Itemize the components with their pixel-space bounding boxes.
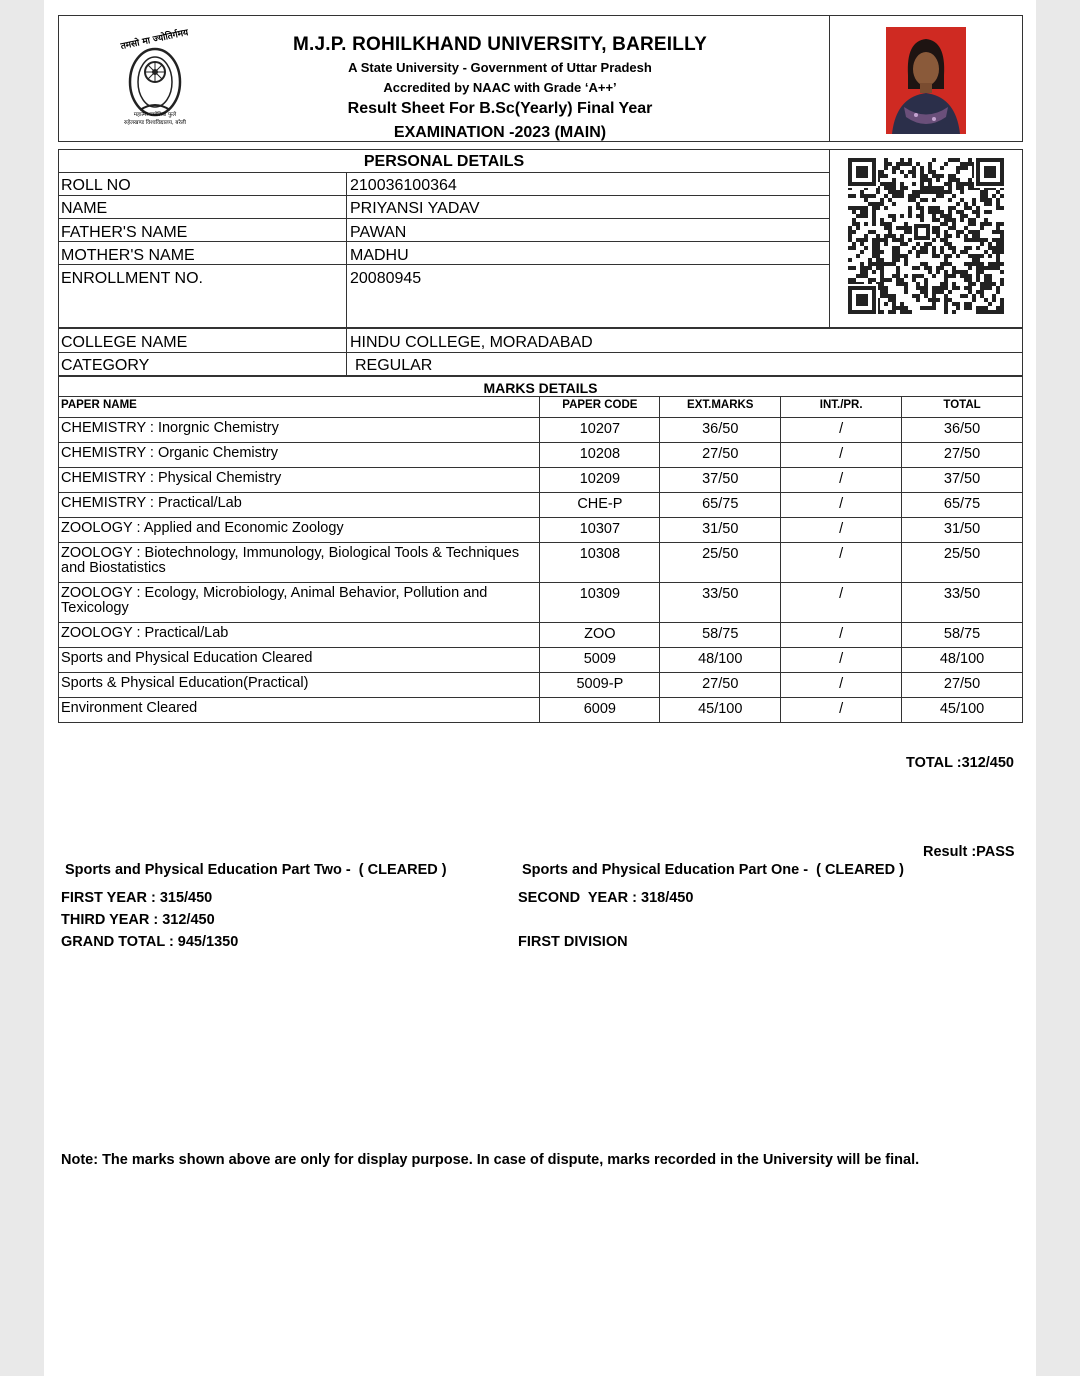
int-pr-cell: / [781, 583, 902, 623]
table-row [59, 583, 1023, 623]
result-status: Result :PASS [923, 844, 1015, 860]
int-pr-cell: / [781, 443, 902, 468]
ext-marks-cell: 65/75 [660, 493, 781, 518]
name-value: PRIYANSI YADAV [350, 200, 480, 217]
university-name: M.J.P. ROHILKHAND UNIVERSITY, BAREILLY [292, 34, 708, 55]
table-row [59, 623, 1023, 648]
roll-no-value: 210036100364 [350, 177, 457, 194]
table-row [59, 443, 1023, 468]
paper-code-cell: ZOO [540, 623, 660, 648]
ext-marks-cell: 31/50 [660, 518, 781, 543]
table-row [59, 648, 1023, 673]
total-cell: 48/100 [902, 648, 1023, 673]
col-ext-marks: EXT.MARKS [660, 397, 781, 418]
enrollment-label: ENROLLMENT NO. [61, 270, 203, 287]
paper-code-cell: 10307 [540, 518, 660, 543]
name-label: NAME [61, 200, 108, 217]
university-subtitle: A State University - Government of Uttar Pradesh [348, 60, 652, 75]
paper-name-cell: ZOOLOGY : Ecology, Microbiology, Animal Behavior, Pollution and Texicology [59, 583, 540, 623]
third-year-total: THIRD YEAR : 312/450 [61, 912, 215, 928]
paper-code-cell: 10207 [540, 418, 660, 443]
paper-name-cell: Sports & Physical Education(Practical) [59, 673, 540, 698]
int-pr-cell: / [781, 418, 902, 443]
paper-name-cell: CHEMISTRY : Organic Chemistry [59, 443, 540, 468]
paper-code-cell: 10308 [540, 543, 660, 583]
paper-code-cell: CHE-P [540, 493, 660, 518]
total-cell: 45/100 [902, 698, 1023, 723]
ext-marks-cell: 37/50 [660, 468, 781, 493]
total-cell: 37/50 [902, 468, 1023, 493]
disclaimer-note: Note: The marks shown above are only for display purpose. In case of dispute, marks recorded in the University will be final. [61, 1152, 920, 1168]
int-pr-cell: / [781, 543, 902, 583]
qr-code [848, 158, 1004, 319]
total-cell: 27/50 [902, 673, 1023, 698]
int-pr-cell: / [781, 623, 902, 648]
table-row [59, 418, 1023, 443]
int-pr-cell: / [781, 518, 902, 543]
personal-details-heading: PERSONAL DETAILS [363, 153, 525, 170]
mother-name-label: MOTHER'S NAME [61, 247, 195, 264]
col-int-pr: INT./PR. [781, 397, 902, 418]
paper-name-cell: Sports and Physical Education Cleared [59, 648, 540, 673]
paper-code-cell: 10309 [540, 583, 660, 623]
total-cell: 27/50 [902, 443, 1023, 468]
logo-top-text: तमसो मा ज्योतिर्गमय [119, 28, 190, 53]
ext-marks-cell: 33/50 [660, 583, 781, 623]
total-cell: 58/75 [902, 623, 1023, 648]
svg-text:महात्मा ज्योतिबा फुले: महात्मा ज्योतिबा फुले [133, 112, 177, 118]
paper-name-cell: Environment Cleared [59, 698, 540, 723]
total-cell: 36/50 [902, 418, 1023, 443]
table-row [59, 698, 1023, 723]
ext-marks-cell: 27/50 [660, 443, 781, 468]
marks-header-row [59, 397, 1023, 418]
int-pr-cell: / [781, 673, 902, 698]
paper-name-cell: CHEMISTRY : Inorgnic Chemistry [59, 418, 540, 443]
table-row [59, 468, 1023, 493]
paper-code-cell: 10208 [540, 443, 660, 468]
paper-name-cell: CHEMISTRY : Physical Chemistry [59, 468, 540, 493]
table-row [59, 543, 1023, 583]
sports-part-one: Sports and Physical Education Part One - ( CLEARED ) [522, 862, 904, 878]
category-value: REGULAR [355, 357, 433, 374]
ext-marks-cell: 25/50 [660, 543, 781, 583]
total-marks: TOTAL :312/450 [906, 755, 1014, 771]
enrollment-value: 20080945 [350, 270, 422, 287]
second-year-total: SECOND YEAR : 318/450 [518, 890, 694, 906]
int-pr-cell: / [781, 468, 902, 493]
svg-text:रुहेलखण्ड विश्वविद्यालय, बरेली: रुहेलखण्ड विश्वविद्यालय, बरेली [124, 120, 186, 126]
col-total: TOTAL [902, 397, 1023, 418]
university-logo [100, 20, 210, 130]
college-label: COLLEGE NAME [61, 334, 188, 351]
paper-code-cell: 10209 [540, 468, 660, 493]
col-paper-name: PAPER NAME [59, 397, 540, 418]
table-row [59, 493, 1023, 518]
table-row [59, 518, 1023, 543]
table-row [59, 673, 1023, 698]
college-value: HINDU COLLEGE, MORADABAD [350, 334, 593, 351]
marks-details-heading: MARKS DETAILS [483, 380, 598, 396]
paper-name-cell: ZOOLOGY : Practical/Lab [59, 623, 540, 648]
paper-name-cell: CHEMISTRY : Practical/Lab [59, 493, 540, 518]
sports-part-two: Sports and Physical Education Part Two - ( CLEARED ) [65, 862, 447, 878]
paper-code-cell: 6009 [540, 698, 660, 723]
ext-marks-cell: 58/75 [660, 623, 781, 648]
paper-name-cell: ZOOLOGY : Biotechnology, Immunology, Biological Tools & Techniques and Biostatistics [59, 543, 540, 583]
mother-name-value: MADHU [350, 247, 409, 264]
ext-marks-cell: 36/50 [660, 418, 781, 443]
int-pr-cell: / [781, 698, 902, 723]
int-pr-cell: / [781, 648, 902, 673]
first-year-total: FIRST YEAR : 315/450 [61, 890, 213, 906]
category-label: CATEGORY [61, 357, 150, 374]
ext-marks-cell: 27/50 [660, 673, 781, 698]
total-cell: 33/50 [902, 583, 1023, 623]
roll-no-label: ROLL NO [61, 177, 131, 194]
division: FIRST DIVISION [518, 934, 628, 950]
total-cell: 31/50 [902, 518, 1023, 543]
ext-marks-cell: 48/100 [660, 648, 781, 673]
grand-total: GRAND TOTAL : 945/1350 [61, 934, 239, 950]
sheet-title: Result Sheet For B.Sc(Yearly) Final Year [347, 100, 653, 117]
total-cell: 65/75 [902, 493, 1023, 518]
marks-table [58, 396, 1023, 723]
paper-name-cell: ZOOLOGY : Applied and Economic Zoology [59, 518, 540, 543]
student-photo [886, 27, 966, 134]
col-paper-code: PAPER CODE [540, 397, 660, 418]
int-pr-cell: / [781, 493, 902, 518]
examination-title: EXAMINATION -2023 (MAIN) [393, 124, 607, 141]
paper-code-cell: 5009 [540, 648, 660, 673]
father-name-label: FATHER'S NAME [61, 224, 188, 241]
accreditation: Accredited by NAAC with Grade ‘A++’ [383, 80, 617, 95]
father-name-value: PAWAN [350, 224, 407, 241]
ext-marks-cell: 45/100 [660, 698, 781, 723]
total-cell: 25/50 [902, 543, 1023, 583]
paper-code-cell: 5009-P [540, 673, 660, 698]
